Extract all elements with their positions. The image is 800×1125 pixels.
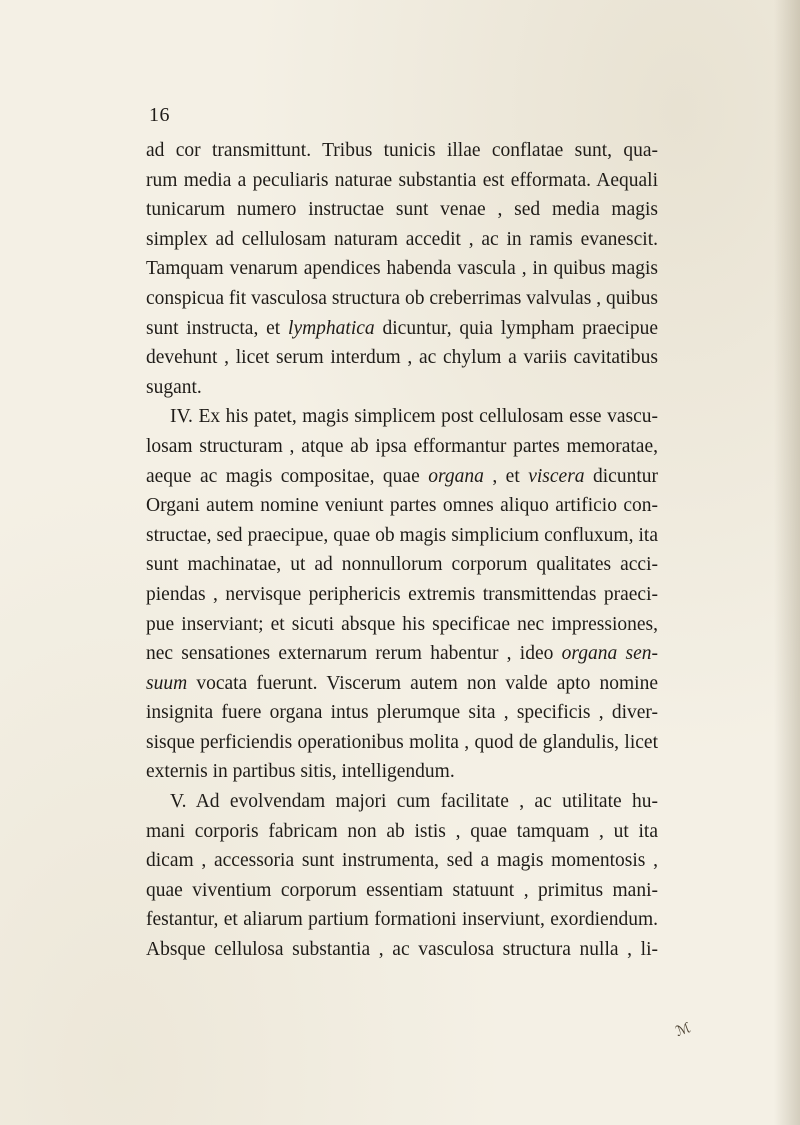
text-segment: structae, sed praecipue, quae ob magis simplicium confluxum, ita — [146, 524, 658, 546]
italic-term: organa — [428, 465, 484, 487]
body-text — [146, 136, 658, 965]
text-line — [146, 728, 658, 758]
text-segment: Absque cellulosa substantia , ac vasculosa structura nulla , li- — [146, 939, 658, 961]
text-segment: simplex ad cellulosam naturam accedit , ac in ramis evanescit. — [146, 228, 658, 250]
page-edge-shadow — [774, 0, 800, 1125]
text-line — [146, 580, 658, 610]
text-line — [146, 550, 658, 580]
text-segment: devehunt , licet serum interdum , ac chylum a variis cavitatibus — [146, 347, 658, 369]
text-segment: externis in partibus sitis, intelligendum. — [146, 761, 455, 783]
text-segment: sugant. — [146, 376, 202, 398]
text-segment: nec sensationes externarum rerum habentur , ideo — [146, 643, 562, 665]
text-line — [146, 343, 658, 373]
italic-term: viscera — [528, 465, 585, 487]
text-line — [146, 284, 658, 314]
text-line — [146, 935, 658, 965]
italic-term: suum — [146, 672, 188, 694]
text-line — [146, 905, 658, 935]
text-line — [146, 669, 658, 699]
text-segment: piendas , nervisque periphericis extremis transmittendas praeci- — [146, 583, 658, 605]
text-segment: rum media a peculiaris naturae substantia est efformata. Aequali — [146, 169, 658, 191]
text-segment: V. Ad evolvendam majori cum facilitate , ac utilitate hu- — [170, 791, 658, 813]
text-line — [146, 817, 658, 847]
text-segment: mani corporis fabricam non ab istis , quae tamquam , ut ita — [146, 820, 658, 842]
text-line — [146, 757, 658, 787]
text-segment: , et — [483, 465, 529, 487]
text-line — [146, 787, 658, 817]
text-segment: tunicarum numero instructae sunt venae , sed media magis — [146, 199, 658, 221]
text-segment: ad cor transmittunt. Tribus tunicis illae conflatae sunt, qua- — [146, 140, 658, 161]
text-line — [146, 521, 658, 551]
text-line — [146, 876, 658, 906]
text-line — [146, 254, 658, 284]
text-line — [146, 166, 658, 196]
text-segment: dicuntur — [584, 465, 658, 487]
text-segment: festantur, et aliarum partium formationi inserviunt, exordiendum. — [146, 909, 658, 931]
text-segment: dicam , accessoria sunt instrumenta, sed a magis momentosis , — [146, 850, 658, 872]
text-segment: sunt instructa, et — [146, 317, 289, 339]
text-line — [146, 314, 658, 344]
text-segment: pue inserviant; et sicuti absque his specificae nec impressiones, — [146, 613, 658, 635]
text-segment: Tamquam venarum apendices habenda vascula , in quibus magis — [146, 258, 658, 280]
text-segment: insignita fuere organa intus plerumque sita , specificis , diver- — [146, 702, 658, 724]
text-line — [146, 195, 658, 225]
text-line — [146, 432, 658, 462]
italic-term: organa sen- — [561, 643, 658, 665]
text-segment: Organi autem nomine veniunt partes omnes aliquo artificio con- — [146, 495, 658, 517]
text-line — [146, 698, 658, 728]
page-number: 16 — [149, 104, 170, 126]
text-line — [146, 610, 658, 640]
text-line — [146, 639, 658, 669]
corner-ink-mark: ℳ — [673, 1020, 694, 1041]
text-segment: sisque perficiendis operationibus molita , quod de glandulis, licet — [146, 731, 658, 753]
text-segment: dicuntur, quia lympham praecipue — [374, 317, 659, 339]
text-line — [146, 846, 658, 876]
text-segment: quae viventium corporum essentiam statuunt , primitus mani- — [146, 879, 658, 901]
italic-term: lymphatica — [288, 317, 375, 339]
text-line — [146, 225, 658, 255]
text-line — [146, 373, 658, 403]
text-line — [146, 136, 658, 166]
text-segment: conspicua fit vasculosa structura ob creberrimas valvulas , quibus — [146, 287, 658, 309]
text-segment: vocata fuerunt. Viscerum autem non valde apto nomine — [187, 672, 658, 694]
text-segment: IV. Ex his patet, magis simplicem post cellulosam esse vascu- — [170, 406, 658, 428]
text-segment: losam structuram , atque ab ipsa efformantur partes memoratae, — [146, 435, 658, 457]
text-segment: sunt machinatae, ut ad nonnullorum corporum qualitates acci- — [146, 554, 658, 576]
text-line — [146, 402, 658, 432]
text-line — [146, 491, 658, 521]
text-line — [146, 462, 658, 492]
text-segment: aeque ac magis compositae, quae — [146, 465, 429, 487]
